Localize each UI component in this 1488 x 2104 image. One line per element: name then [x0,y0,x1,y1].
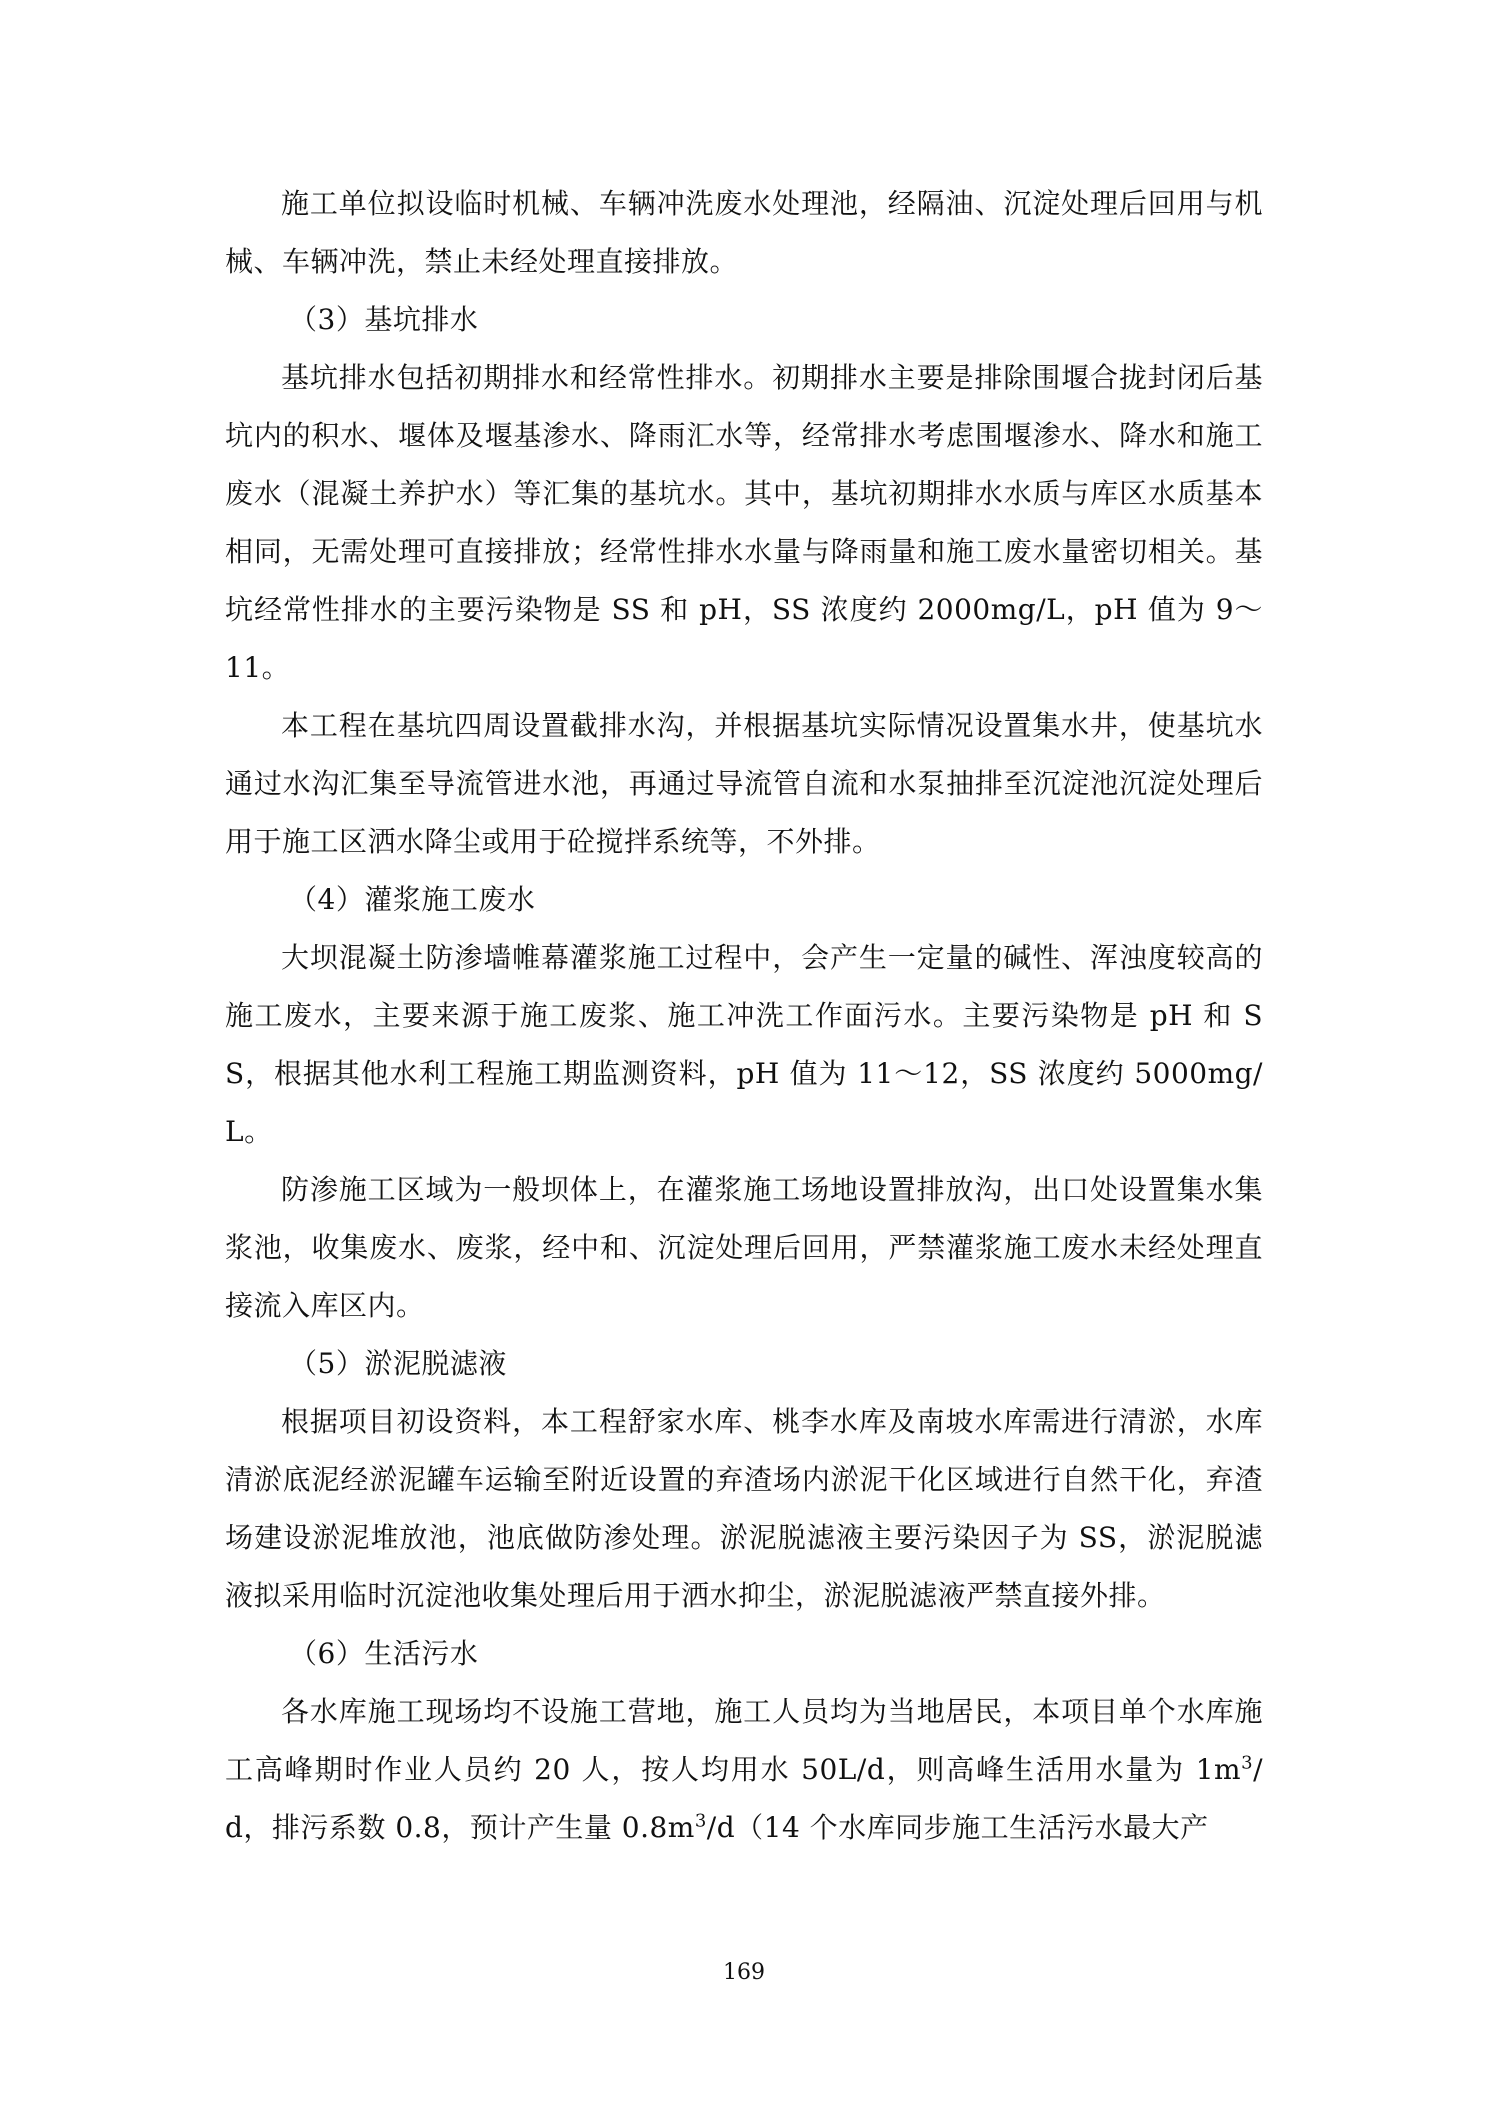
paragraph-sludge-filtrate: 根据项目初设资料，本工程舒家水库、桃李水库及南坡水库需进行清淤，水库清淤底泥经淤泥罐车运输至附近设置的弃渣场内淤泥干化区域进行自然干化，弃渣场建设淤泥堆放池，池底做防渗处理。淤泥脱滤液主要污染因子为 SS，淤泥脱滤液拟采用临时沉淀池收集处理后用于洒水抑尘，淤泥脱滤液严禁直接外排。 [225,1405,1263,1612]
paragraph-foundation-pit-drainage: 基坑排水包括初期排水和经常性排水。初期排水主要是排除围堰合拢封闭后基坑内的积水、堰体及堰基渗水、降雨汇水等，经常排水考虑围堰渗水、降水和施工废水（混凝土养护水）等汇集的基坑水。其中，基坑初期排水水质与库区水质基本相同，无需处理可直接排放；经常性排水水量与降雨量和施工废水量密切相关。基坑经常性排水的主要污染物是 SS 和 pH，SS 浓度约 2000mg/L，pH 值为 9～11。 [225,361,1263,684]
paragraph-wash-wastewater: 施工单位拟设临时机械、车辆冲洗废水处理池，经隔油、沉淀处理后回用与机械、车辆冲洗，禁止未经处理直接排放。 [225,187,1263,278]
page-number: 169 [723,1960,765,1985]
sewage-text-part-1: 各水库施工现场均不设施工营地，施工人员均为当地居民，本项目单个水库施工高峰期时作业人员约 20 人，按人均用水 50L/d，则高峰生活用水量为 1m [225,1695,1263,1786]
paragraph-grouting-measures: 防渗施工区域为一般坝体上，在灌浆施工场地设置排放沟，出口处设置集水集浆池，收集废水、废浆，经中和、沉淀处理后回用，严禁灌浆施工废水未经处理直接流入库区内。 [225,1173,1263,1322]
paragraph-drainage-measures: 本工程在基坑四周设置截排水沟，并根据基坑实际情况设置集水井，使基坑水通过水沟汇集至导流管进水池，再通过导流管自流和水泵抽排至沉淀池沉淀处理后用于施工区洒水降尘或用于砼搅拌系统等，不外排。 [225,709,1263,858]
page-content [225,175,1263,1857]
section-heading-foundation-pit-drainage: （3）基坑排水 [289,303,479,336]
paragraph-domestic-sewage [225,1683,1263,1857]
superscript-cubic-2: 3 [694,1810,707,1832]
sewage-text-part-3: /d（14 个水库同步施工生活污水最大产 [706,1811,1209,1844]
paragraph-grouting-wastewater: 大坝混凝土防渗墙帷幕灌浆施工过程中，会产生一定量的碱性、浑浊度较高的施工废水，主要来源于施工废浆、施工冲洗工作面污水。主要污染物是 pH 和 SS，根据其他水利工程施工期监测资料，pH 值为 11～12，SS 浓度约 5000mg/L。 [225,941,1263,1148]
section-heading-sludge-filtrate: （5）淤泥脱滤液 [289,1347,507,1380]
section-heading-domestic-sewage: （6）生活污水 [289,1637,479,1670]
superscript-cubic-1: 3 [1241,1752,1254,1774]
section-heading-grouting-wastewater: （4）灌浆施工废水 [289,883,536,916]
sewage-text-part-2: /d，排污系数 0.8，预计产生量 0.8m [225,1753,1263,1844]
